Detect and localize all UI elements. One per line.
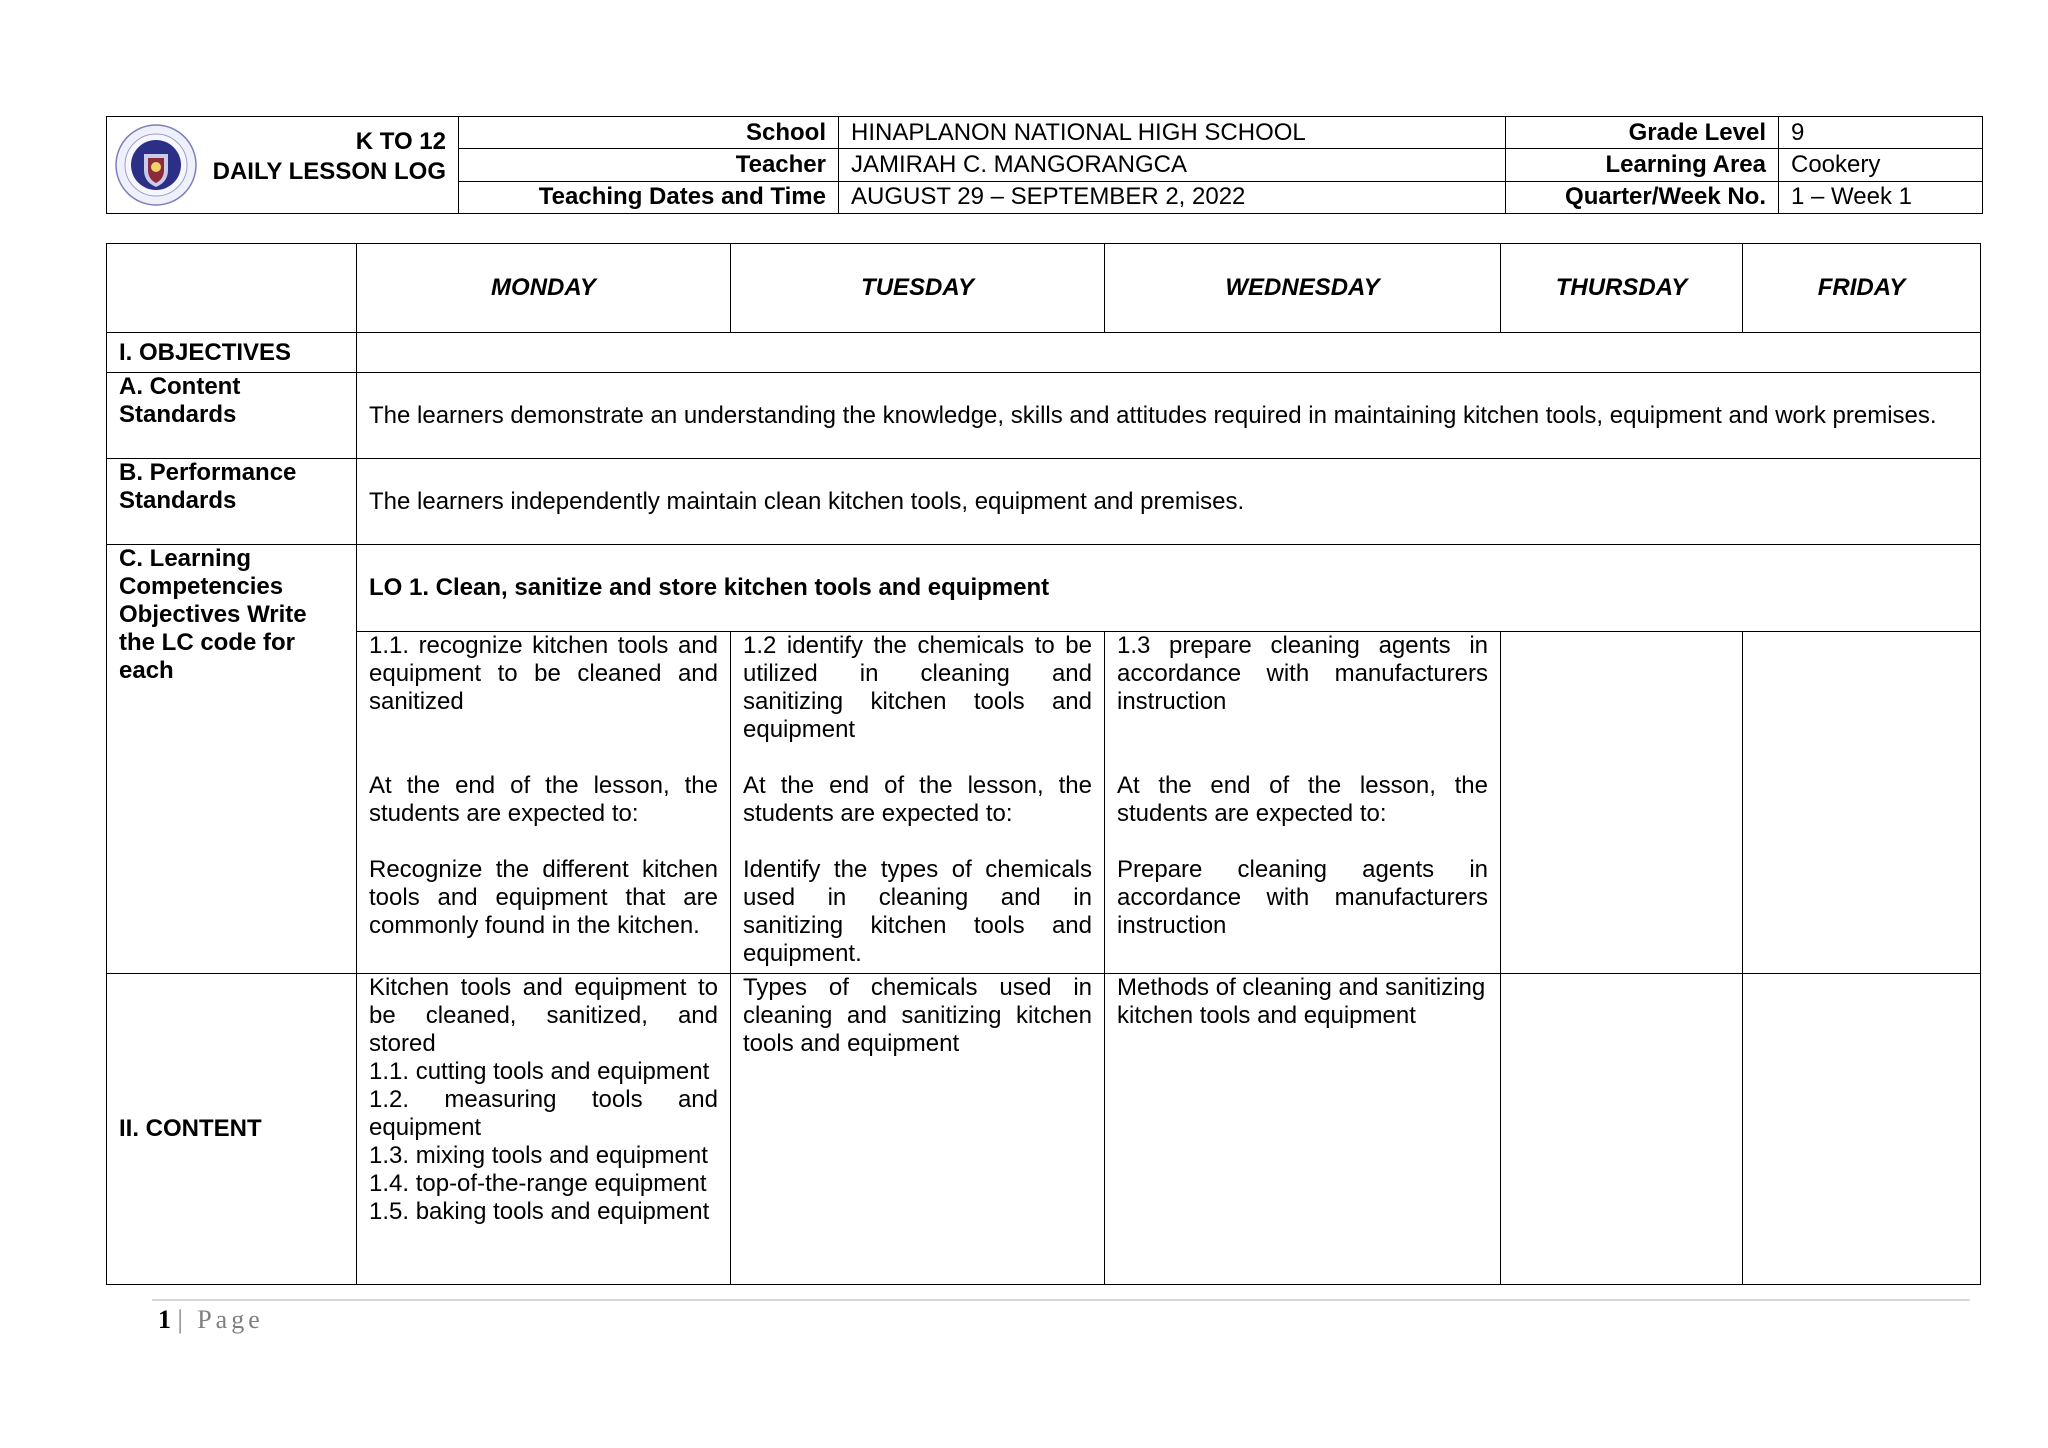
grade-level-label: Grade Level: [1506, 117, 1779, 149]
tuesday-lc-code: 1.2 identify the chemicals to be utilized in cleaning and sanitizing kitchen tools and equipment: [743, 632, 1092, 743]
tuesday-objective: Identify the types of chemicals used in cleaning and in sanitizing kitchen tools and equipment.: [743, 856, 1092, 967]
content-standards-text: The learners demonstrate an understanding the knowledge, skills and attitudes required in maintaining kitchen tools, equipment and work premises.: [357, 373, 1981, 459]
teaching-dates-value: AUGUST 29 – SEPTEMBER 2, 2022: [839, 181, 1506, 213]
objectives-empty-cell: [357, 333, 1981, 373]
monday-lc-code: 1.1. recognize kitchen tools and equipment to be cleaned and sanitized: [369, 632, 718, 715]
learning-competency-row: [107, 545, 1981, 632]
day-tuesday: TUESDAY: [731, 244, 1105, 333]
lesson-log-table: [106, 243, 1981, 1285]
thursday-content: [1501, 974, 1743, 1285]
friday-content: [1743, 974, 1981, 1285]
list-item: 1.2. measuring tools and equipment: [369, 1086, 718, 1141]
wednesday-objective: Prepare cleaning agents in accordance with manufacturers instruction: [1117, 856, 1488, 939]
list-item: 1.5. baking tools and equipment: [369, 1198, 710, 1225]
daily-objectives-row: [107, 632, 1981, 974]
page-number: [158, 1305, 264, 1335]
list-item: 1.1. cutting tools and equipment: [369, 1058, 710, 1085]
school-label: School: [459, 117, 839, 149]
performance-standards-text: The learners independently maintain clean kitchen tools, equipment and premises.: [357, 459, 1981, 545]
monday-content: [357, 974, 731, 1285]
thursday-objectives: [1501, 632, 1743, 974]
teacher-value: JAMIRAH C. MANGORANGCA: [839, 149, 1506, 181]
learning-competencies-label: C. Learning Competencies Objectives Write the LC code for each: [107, 545, 357, 974]
content-standards-row: [107, 373, 1981, 459]
objectives-row: [107, 333, 1981, 373]
list-item: 1.4. top-of-the-range equipment: [369, 1170, 707, 1197]
tuesday-objectives: [731, 632, 1105, 974]
wednesday-intro: At the end of the lesson, the students are expected to:: [1117, 772, 1488, 827]
wednesday-lc-code: 1.3 prepare cleaning agents in accordance with manufacturers instruction: [1117, 632, 1488, 715]
school-value: HINAPLANON NATIONAL HIGH SCHOOL: [839, 117, 1506, 149]
wednesday-content: Methods of cleaning and sanitizing kitchen tools and equipment: [1105, 974, 1501, 1285]
monday-content-intro: Kitchen tools and equipment to be cleaned, sanitized, and stored: [369, 974, 718, 1057]
page-word: | Page: [177, 1305, 264, 1334]
day-header-row: [107, 244, 1981, 333]
day-monday: MONDAY: [357, 244, 731, 333]
teacher-label: Teacher: [459, 149, 839, 181]
learning-area-label: Learning Area: [1506, 149, 1779, 181]
performance-standards-label: B. Performance Standards: [107, 459, 357, 545]
monday-objective: Recognize the different kitchen tools and equipment that are commonly found in the kitchen.: [369, 856, 718, 939]
content-standards-label: A. Content Standards: [107, 373, 357, 459]
teaching-dates-label: Teaching Dates and Time: [459, 181, 839, 213]
day-thursday: THURSDAY: [1501, 244, 1743, 333]
content-heading: II. CONTENT: [107, 974, 357, 1285]
learning-area-value: Cookery: [1779, 149, 1983, 181]
monday-intro: At the end of the lesson, the students are expected to:: [369, 772, 718, 827]
monday-objectives: [357, 632, 731, 974]
tuesday-intro: At the end of the lesson, the students are expected to:: [743, 772, 1092, 827]
quarter-week-label: Quarter/Week No.: [1506, 181, 1779, 213]
friday-objectives: [1743, 632, 1981, 974]
header-table: [106, 116, 1983, 214]
deped-seal-icon: [115, 124, 197, 206]
tuesday-content: Types of chemicals used in cleaning and sanitizing kitchen tools and equipment: [731, 974, 1105, 1285]
form-title: K TO 12 DAILY LESSON LOG: [212, 128, 446, 185]
day-friday: FRIDAY: [1743, 244, 1981, 333]
corner-cell: [107, 244, 357, 333]
footer-divider: [152, 1299, 1970, 1301]
lo-heading: LO 1. Clean, sanitize and store kitchen tools and equipment: [357, 545, 1981, 632]
performance-standards-row: [107, 459, 1981, 545]
logo-title-cell: [107, 117, 459, 214]
grade-level-value: 9: [1779, 117, 1983, 149]
page-number-value: 1: [158, 1305, 171, 1334]
list-item: 1.3. mixing tools and equipment: [369, 1142, 708, 1169]
content-row: [107, 974, 1981, 1285]
day-wednesday: WEDNESDAY: [1105, 244, 1501, 333]
objectives-heading: I. OBJECTIVES: [107, 333, 357, 373]
wednesday-objectives: [1105, 632, 1501, 974]
quarter-week-value: 1 – Week 1: [1779, 181, 1983, 213]
